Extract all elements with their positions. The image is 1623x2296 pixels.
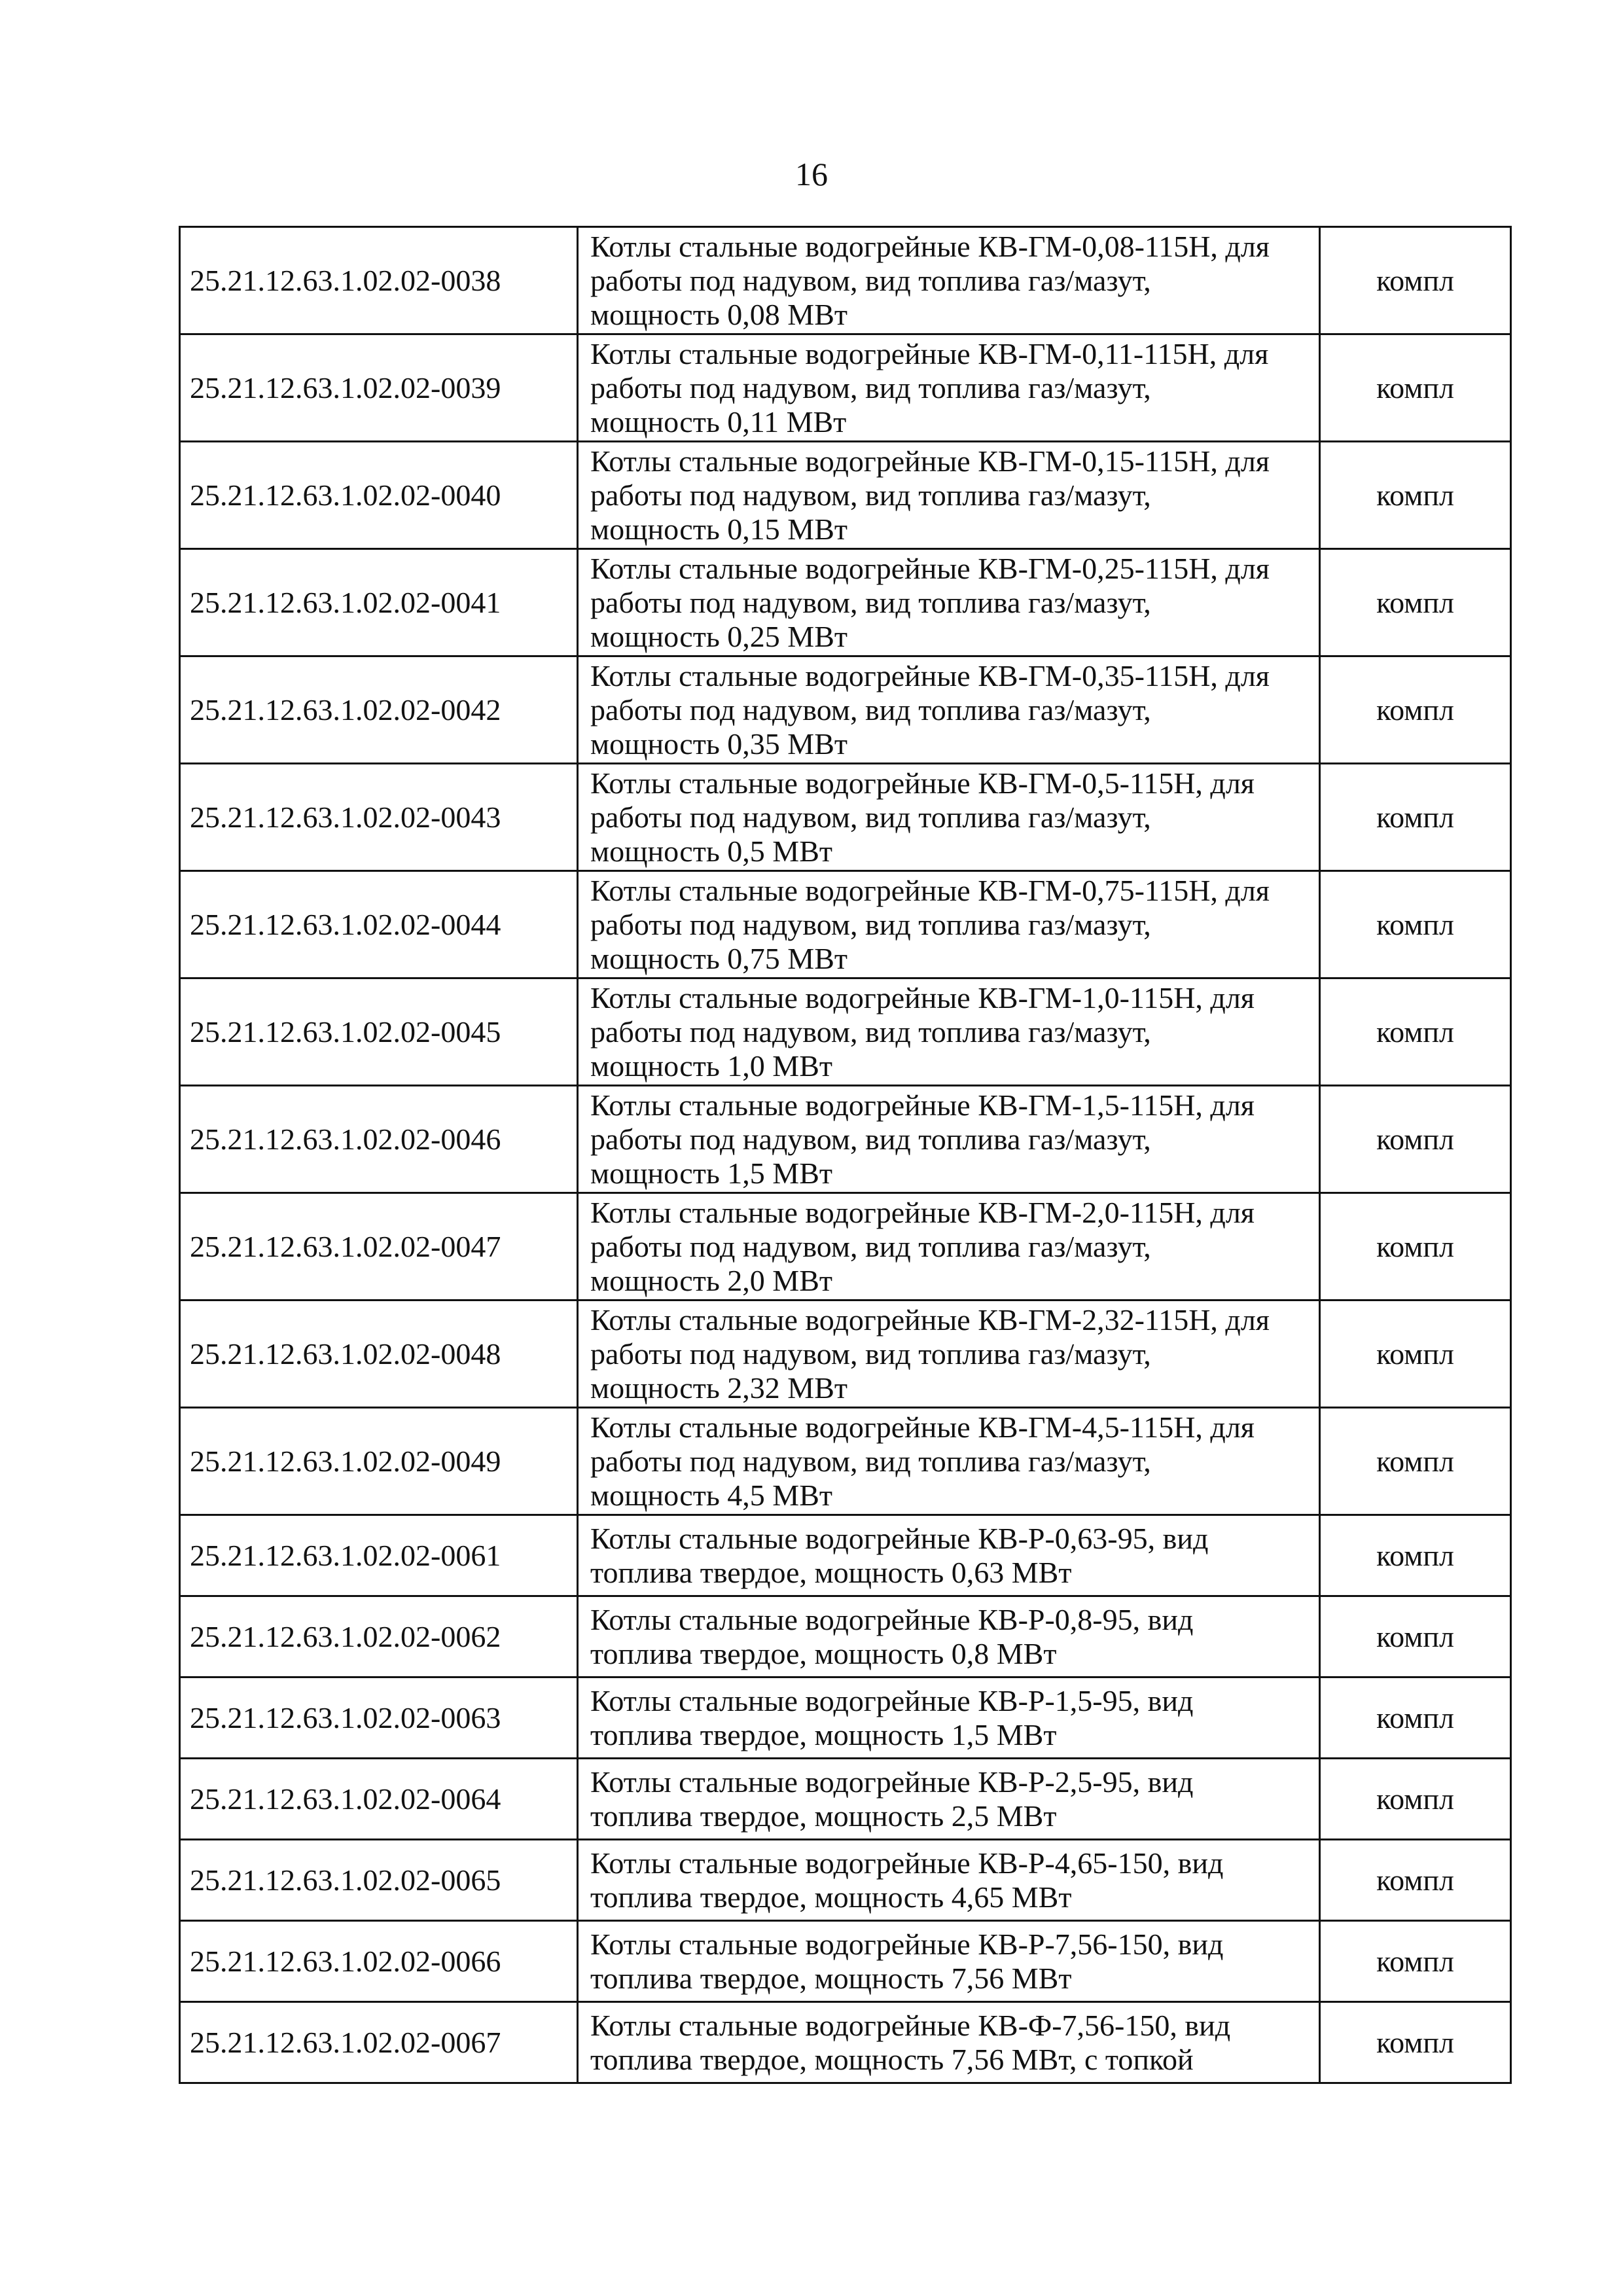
- resource-name-line: Котлы стальные водогрейные КВ-Р-0,63-95, вид: [590, 1521, 1209, 1555]
- table-row: [180, 2002, 1511, 2083]
- table-row: [180, 1921, 1511, 2002]
- table-row: [180, 1408, 1511, 1515]
- resource-name-line: Котлы стальные водогрейные КВ-ГМ-0,5-115Н, для: [590, 766, 1255, 800]
- resource-name-line: работы под надувом, вид топлива газ/мазут,: [590, 800, 1151, 834]
- resource-name-line: работы под надувом, вид топлива газ/мазут,: [590, 585, 1151, 619]
- resource-name-line: Котлы стальные водогрейные КВ-ГМ-0,75-115Н, для: [590, 873, 1270, 907]
- unit-cell: компл: [1320, 1300, 1511, 1408]
- unit-cell: компл: [1320, 549, 1511, 656]
- resource-name-line: топлива твердое, мощность 1,5 МВт: [590, 1717, 1057, 1751]
- resource-name-line: работы под надувом, вид топлива газ/мазут,: [590, 1336, 1151, 1371]
- resource-name-line: топлива твердое, мощность 0,63 МВт: [590, 1555, 1072, 1589]
- resource-name-line: мощность 4,5 МВт: [590, 1478, 832, 1512]
- resource-name-line: Котлы стальные водогрейные КВ-ГМ-4,5-115Н, для: [590, 1410, 1255, 1444]
- page-number: 16: [795, 156, 828, 192]
- resource-name-line: Котлы стальные водогрейные КВ-Ф-7,56-150, вид: [590, 2008, 1231, 2042]
- resource-name-cell: [578, 227, 1320, 334]
- resource-name-line: Котлы стальные водогрейные КВ-ГМ-0,08-115Н, для: [590, 229, 1270, 263]
- unit-cell: компл: [1320, 227, 1511, 334]
- resource-name-cell: [578, 1086, 1320, 1193]
- table-row: [180, 871, 1511, 978]
- table-row: [180, 1596, 1511, 1677]
- resource-code-cell: 25.21.12.63.1.02.02-0063: [180, 1677, 578, 1759]
- unit-cell: компл: [1320, 1086, 1511, 1193]
- unit-cell: компл: [1320, 1921, 1511, 2002]
- unit-cell: компл: [1320, 978, 1511, 1086]
- unit-cell: компл: [1320, 1759, 1511, 1840]
- table-row: [180, 978, 1511, 1086]
- unit-cell: компл: [1320, 1515, 1511, 1596]
- resource-name-cell: [578, 1515, 1320, 1596]
- resource-code-cell: 25.21.12.63.1.02.02-0045: [180, 978, 578, 1086]
- table-row: [180, 1759, 1511, 1840]
- table-row: [180, 227, 1511, 334]
- resource-code-cell: 25.21.12.63.1.02.02-0048: [180, 1300, 578, 1408]
- resource-code-cell: 25.21.12.63.1.02.02-0062: [180, 1596, 578, 1677]
- resource-name-cell: [578, 334, 1320, 442]
- resource-name-line: мощность 0,25 МВт: [590, 619, 847, 653]
- resource-code-cell: 25.21.12.63.1.02.02-0043: [180, 764, 578, 871]
- resource-name-line: работы под надувом, вид топлива газ/мазут,: [590, 1229, 1151, 1263]
- resource-name-line: Котлы стальные водогрейные КВ-ГМ-0,11-115Н, для: [590, 336, 1269, 370]
- resource-code-cell: 25.21.12.63.1.02.02-0064: [180, 1759, 578, 1840]
- resource-name-line: топлива твердое, мощность 7,56 МВт: [590, 1961, 1072, 1995]
- resource-name-line: Котлы стальные водогрейные КВ-Р-1,5-95, вид: [590, 1683, 1194, 1717]
- resource-code-cell: 25.21.12.63.1.02.02-0065: [180, 1840, 578, 1921]
- resource-code-cell: 25.21.12.63.1.02.02-0061: [180, 1515, 578, 1596]
- resource-name-line: мощность 1,0 МВт: [590, 1049, 832, 1083]
- unit-cell: компл: [1320, 764, 1511, 871]
- resource-name-cell: [578, 1408, 1320, 1515]
- unit-cell: компл: [1320, 1840, 1511, 1921]
- table-row: [180, 1086, 1511, 1193]
- resource-name-line: мощность 0,08 МВт: [590, 297, 847, 331]
- resource-name-line: работы под надувом, вид топлива газ/мазут,: [590, 1122, 1151, 1156]
- resource-code-cell: 25.21.12.63.1.02.02-0039: [180, 334, 578, 442]
- table-body: [180, 227, 1511, 2083]
- resource-code-cell: 25.21.12.63.1.02.02-0066: [180, 1921, 578, 2002]
- table-row: [180, 1515, 1511, 1596]
- resource-name-line: мощность 0,15 МВт: [590, 512, 847, 546]
- resource-name-line: Котлы стальные водогрейные КВ-ГМ-0,35-115Н, для: [590, 658, 1270, 692]
- unit-cell: компл: [1320, 334, 1511, 442]
- resource-code-cell: 25.21.12.63.1.02.02-0044: [180, 871, 578, 978]
- resource-name-line: работы под надувом, вид топлива газ/мазут,: [590, 263, 1151, 297]
- resource-name-line: Котлы стальные водогрейные КВ-ГМ-1,5-115Н, для: [590, 1088, 1255, 1122]
- resource-name-line: мощность 2,0 МВт: [590, 1263, 832, 1297]
- resource-name-cell: [578, 1193, 1320, 1300]
- table-row: [180, 1840, 1511, 1921]
- resource-name-line: мощность 0,11 МВт: [590, 404, 847, 439]
- resource-name-line: мощность 1,5 МВт: [590, 1156, 832, 1190]
- table-row: [180, 442, 1511, 549]
- resource-code-cell: 25.21.12.63.1.02.02-0041: [180, 549, 578, 656]
- resource-name-cell: [578, 871, 1320, 978]
- resource-name-line: топлива твердое, мощность 4,65 МВт: [590, 1880, 1072, 1914]
- resource-name-line: топлива твердое, мощность 7,56 МВт, с топкой: [590, 2042, 1194, 2076]
- unit-cell: компл: [1320, 1596, 1511, 1677]
- resource-name-line: Котлы стальные водогрейные КВ-ГМ-1,0-115Н, для: [590, 980, 1255, 1014]
- resource-name-line: работы под надувом, вид топлива газ/мазут,: [590, 692, 1151, 726]
- resource-name-cell: [578, 1840, 1320, 1921]
- resource-name-line: Котлы стальные водогрейные КВ-Р-0,8-95, вид: [590, 1602, 1194, 1636]
- unit-cell: компл: [1320, 1677, 1511, 1759]
- unit-cell: компл: [1320, 656, 1511, 764]
- resource-code-cell: 25.21.12.63.1.02.02-0067: [180, 2002, 578, 2083]
- resource-code-cell: 25.21.12.63.1.02.02-0047: [180, 1193, 578, 1300]
- table-row: [180, 334, 1511, 442]
- resource-name-line: Котлы стальные водогрейные КВ-Р-4,65-150, вид: [590, 1846, 1224, 1880]
- resource-name-line: работы под надувом, вид топлива газ/мазут,: [590, 907, 1151, 941]
- table-row: [180, 764, 1511, 871]
- resource-code-cell: 25.21.12.63.1.02.02-0042: [180, 656, 578, 764]
- resource-name-line: работы под надувом, вид топлива газ/мазут,: [590, 478, 1151, 512]
- resource-name-line: Котлы стальные водогрейные КВ-Р-7,56-150, вид: [590, 1927, 1224, 1961]
- resource-name-line: топлива твердое, мощность 0,8 МВт: [590, 1636, 1057, 1670]
- resource-code-cell: 25.21.12.63.1.02.02-0049: [180, 1408, 578, 1515]
- resource-name-cell: [578, 442, 1320, 549]
- resource-table: [179, 226, 1512, 2084]
- resource-name-cell: [578, 1300, 1320, 1408]
- resource-name-line: Котлы стальные водогрейные КВ-ГМ-2,0-115Н, для: [590, 1195, 1255, 1229]
- resource-name-cell: [578, 2002, 1320, 2083]
- resource-code-cell: 25.21.12.63.1.02.02-0046: [180, 1086, 578, 1193]
- unit-cell: компл: [1320, 1193, 1511, 1300]
- table-row: [180, 549, 1511, 656]
- resource-name-line: Котлы стальные водогрейные КВ-ГМ-0,15-115Н, для: [590, 444, 1270, 478]
- resource-name-line: мощность 0,35 МВт: [590, 726, 847, 761]
- resource-name-line: работы под надувом, вид топлива газ/мазут,: [590, 1014, 1151, 1049]
- resource-name-cell: [578, 1759, 1320, 1840]
- resource-code-cell: 25.21.12.63.1.02.02-0040: [180, 442, 578, 549]
- resource-name-cell: [578, 978, 1320, 1086]
- table-row: [180, 656, 1511, 764]
- resource-name-cell: [578, 1677, 1320, 1759]
- table-row: [180, 1193, 1511, 1300]
- unit-cell: компл: [1320, 2002, 1511, 2083]
- resource-name-cell: [578, 549, 1320, 656]
- table-row: [180, 1300, 1511, 1408]
- unit-cell: компл: [1320, 442, 1511, 549]
- unit-cell: компл: [1320, 871, 1511, 978]
- resource-name-cell: [578, 1921, 1320, 2002]
- resource-name-cell: [578, 1596, 1320, 1677]
- resource-name-cell: [578, 764, 1320, 871]
- resource-name-line: работы под надувом, вид топлива газ/мазут,: [590, 1444, 1151, 1478]
- resource-name-line: работы под надувом, вид топлива газ/мазут,: [590, 370, 1151, 404]
- resource-code-cell: 25.21.12.63.1.02.02-0038: [180, 227, 578, 334]
- resource-name-line: мощность 0,75 МВт: [590, 941, 847, 975]
- resource-name-line: Котлы стальные водогрейные КВ-ГМ-0,25-115Н, для: [590, 551, 1270, 585]
- unit-cell: компл: [1320, 1408, 1511, 1515]
- resource-name-line: Котлы стальные водогрейные КВ-Р-2,5-95, вид: [590, 1765, 1194, 1799]
- resource-name-line: мощность 2,32 МВт: [590, 1371, 847, 1405]
- resource-name-line: Котлы стальные водогрейные КВ-ГМ-2,32-115Н, для: [590, 1302, 1270, 1336]
- resource-name-cell: [578, 656, 1320, 764]
- resource-name-line: мощность 0,5 МВт: [590, 834, 832, 868]
- resource-name-line: топлива твердое, мощность 2,5 МВт: [590, 1799, 1057, 1833]
- table-row: [180, 1677, 1511, 1759]
